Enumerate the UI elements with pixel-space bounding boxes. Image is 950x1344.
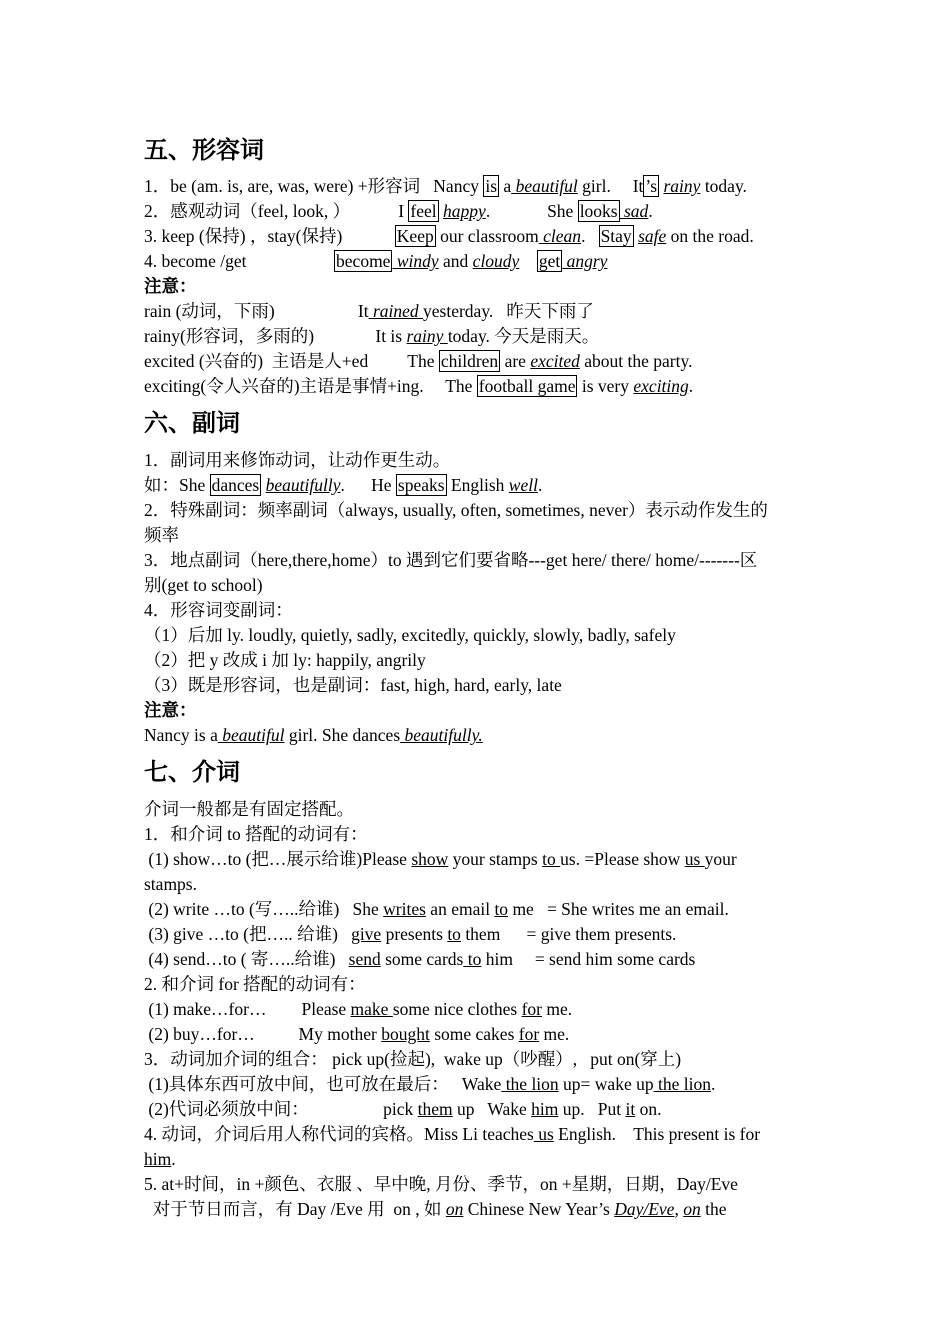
prep-line-13: (2)代词必须放中间： pick them up Wake him up. Put it on. — [144, 1099, 662, 1119]
prep-line-6: (3) give …to (把….. 给谁) give presents to them = give them presents. — [144, 924, 677, 944]
adj-line-6: rainy(形容词，多雨的) It is rainy today. 今天是雨天。 — [144, 326, 600, 346]
prep-line-10: (2) buy…for… My mother bought some cakes for me. — [144, 1024, 570, 1044]
adj-line-5: rain (动词，下雨) It rained yesterday. 昨天下雨了 — [144, 301, 594, 321]
adj-note-label: 注意： — [144, 276, 197, 296]
adv-line-5: 3．地点副词（here,there,home）to 遇到它们要省略---get here/ there/ home/-------区 — [144, 550, 758, 570]
section-title-prepositions: 七、介词 — [144, 758, 240, 786]
adv-line-3: 2．特殊副词：频率副词（always, usually, often, sometimes, never）表示动作发生的 — [144, 500, 768, 520]
adv-line-11: Nancy is a beautiful girl. She dances beautifully. — [144, 725, 483, 745]
prep-line-2: 1．和介词 to 搭配的动词有： — [144, 824, 368, 844]
prep-line-15: him. — [144, 1149, 176, 1169]
adj-line-7: excited (兴奋的) 主语是人+ed The children are excited about the party. — [144, 351, 693, 371]
adv-line-1: 1．副词用来修饰动词，让动作更生动。 — [144, 450, 451, 470]
adj-line-2: 2．感观动词（feel, look, ） I feel happy. She looks sad. — [144, 201, 653, 221]
adj-line-8: exciting(令人兴奋的)主语是事情+ing. The football game is very exciting. — [144, 376, 694, 396]
section-title-adjectives: 五、形容词 — [144, 136, 264, 164]
prep-line-16: 5. at+时间，in +颜色、衣服 、早中晚, 月份、季节，on +星期，日期，Day/Eve — [144, 1174, 738, 1194]
prep-line-4: stamps. — [144, 874, 197, 894]
prep-line-14: 4. 动词，介词后用人称代词的宾格。Miss Li teaches us English. This present is for — [144, 1124, 761, 1144]
prep-line-17: 对于节日而言，有 Day /Eve 用 on , 如 on Chinese New Year’s Day/Eve, on the — [144, 1199, 727, 1219]
adv-note-label: 注意： — [144, 700, 197, 720]
adv-line-2: 如：She dances beautifully. He speaks English well. — [144, 475, 543, 495]
prep-line-7: (4) send…to ( 寄…..给谁) send some cards to him = send him some cards — [144, 949, 696, 969]
adv-line-6: 别(get to school) — [144, 575, 263, 595]
section-title-adverbs: 六、副词 — [144, 409, 240, 437]
adj-line-1: 1．be (am. is, are, was, were) +形容词 Nancy is a beautiful girl. It ’s rainy today. — [144, 176, 747, 196]
adv-line-10: （3）既是形容词，也是副词：fast, high, hard, early, late — [144, 675, 562, 695]
prep-line-11: 3．动词加介词的组合： pick up(捡起), wake up（吵醒）, put on(穿上) — [144, 1049, 682, 1069]
adv-line-9: （2）把 y 改成 i 加 ly: happily, angrily — [144, 650, 426, 670]
adv-line-8: （1）后加 ly. loudly, quietly, sadly, excitedly, quickly, slowly, badly, safely — [144, 625, 676, 645]
prep-line-12: (1)具体东西可放中间，也可放在最后： Wake the lion up= wake up the lion. — [144, 1074, 716, 1094]
prep-line-5: (2) write …to (写…..给谁) She writes an email to me = She writes me an email. — [144, 899, 729, 919]
adj-line-3: 3. keep (保持) ，stay(保持) Keep our classroom clean. Stay safe on the road. — [144, 226, 754, 246]
adj-line-4: 4. become /get become windy and cloudy get angry — [144, 251, 608, 271]
prep-line-3: (1) show…to (把…展示给谁)Please show your stamps to us. =Please show us your — [144, 849, 737, 869]
prep-line-8: 2. 和介词 for 搭配的动词有： — [144, 974, 366, 994]
prep-line-9: (1) make…for… Please make some nice clothes for me. — [144, 999, 573, 1019]
adv-line-4: 频率 — [144, 525, 179, 545]
prep-line-1: 介词一般都是有固定搭配。 — [144, 799, 354, 819]
adv-line-7: 4．形容词变副词： — [144, 600, 293, 620]
